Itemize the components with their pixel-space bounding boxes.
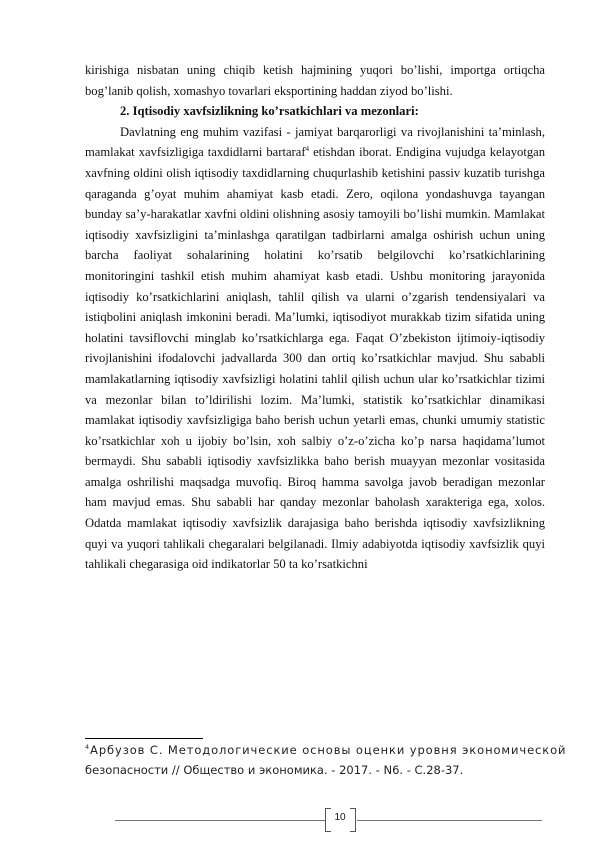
footnote-line-2: безопасности // Общество и экономика. - 2017. - N6. - С.28-37. xyxy=(85,763,464,777)
footnote-marker: 4 xyxy=(85,743,91,752)
footer-rule-right xyxy=(357,820,542,821)
footnote-text-1: Арбузов С. Методологические основы оценки уровня экономической xyxy=(90,743,567,757)
section-heading: 2. Iqtisodiy xavfsizlikning ko’rsatkichlari va mezonlari: xyxy=(120,104,419,119)
page-number: 10 xyxy=(334,812,346,823)
body-text xyxy=(85,60,545,575)
page-footer xyxy=(85,808,545,832)
footnote-separator xyxy=(85,738,203,739)
footnote xyxy=(85,740,567,780)
footer-rule-left xyxy=(115,820,325,821)
footer-bracket-right xyxy=(350,808,356,832)
paragraph-main-part2: etishdan iborat. Endigina vujudga kelayotgan xavfning oldini olish iqtisodiy taxdidlarning chuqurlashib ketishini passiv kuzatib turishga qaraganda g’oyat muhim ahamiyat kasb etadi. Zero, oqilona yondashuvga tayangan bunday sa’y-harakatlar xavfni oldini olishning asosiy tamoyili bo’lishi mumkin. Mamlakat iqtisodiy xavfsizligini ta’minlashga qaratilgan tadbirlarni amalga oshirish uchun uning barcha faoliyat sohalarining holatini ko’rsatib belgilovchi ko’rsatkichlarining monitoringini tashkil etish muhim ahamiyat kasb etadi. Ushbu monitoring jarayonida iqtisodiy ko’rsatkichlarini aniqlash, tahlil qilish va ularni o’zgarish tendensiyalari va istiqbolini aniqlash imkonini beradi. Ma’lumki, iqtisodiyot murakkab tizim sifatida uning holatini tavsiflovchi minglab ko’rsatkichlarga ega. Faqat O’zbekiston ijtimoiy-iqtisodiy rivojlanishini ifodalovchi jadvallarda 300 dan ortiq ko’rsatkichlar mavjud. Shu sababli mamlakatlarning iqtisodiy xavfsizligi holatini tahlil qilish uchun ular ko’rsatkichlar tizimi va mezonlar bilan to’ldirilishi lozim. Ma’lumki, statistik ko’rsatkichlar dinamikasi mamlakat iqtisodiy xavfsizligiga baho berish uchun yetarli emas, chunki umumiy statistic ko’rsatkichlar xoh u ijobiy bo’lsin, xoh salbiy o’z-o’zicha ko’p narsa haqidama’lumot bermaydi. Shu sababli iqtisodiy xavfsizlikka baho berish muayyan mezonlar vositasida amalga oshrilishi maqsadga muvofiq. Biroq hamma savolga javob beradigan mezonlar ham mavjud emas. Shu sababli har qanday mezonlar baholash xarakteriga ega, xolos. Odatda mamlakat iqtisodiy xavfsizlik darajasiga baho berishda iqtisodiy xavfsizlikning quyi va yuqori tahlikali chegaralari belgilanadi. Ilmiy adabiyotda iqtisodiy xavfsizlik quyi tahlikali chegarasiga oid indikatorlar 50 ta ko’rsatkichni xyxy=(85,145,546,572)
footnote-reference[interactable]: 4 xyxy=(305,145,310,154)
paragraph-main xyxy=(85,122,545,575)
paragraph-main-part1: Davlatning eng muhim vazifasi - jamiyat barqarorligi va rivojlanishini ta’minlash, mamlakat xavfsizligiga taxdidlarni bartaraf xyxy=(85,124,545,160)
paragraph-continuation: kirishiga nisbatan uning chiqib ketish hajmining yuqori bo’lishi, importga ortiqcha bog’lanib qolish, xomashyo tovarlari eksportining haddan ziyod bo’lishi. xyxy=(85,63,545,98)
footnote-line-1 xyxy=(85,740,567,760)
